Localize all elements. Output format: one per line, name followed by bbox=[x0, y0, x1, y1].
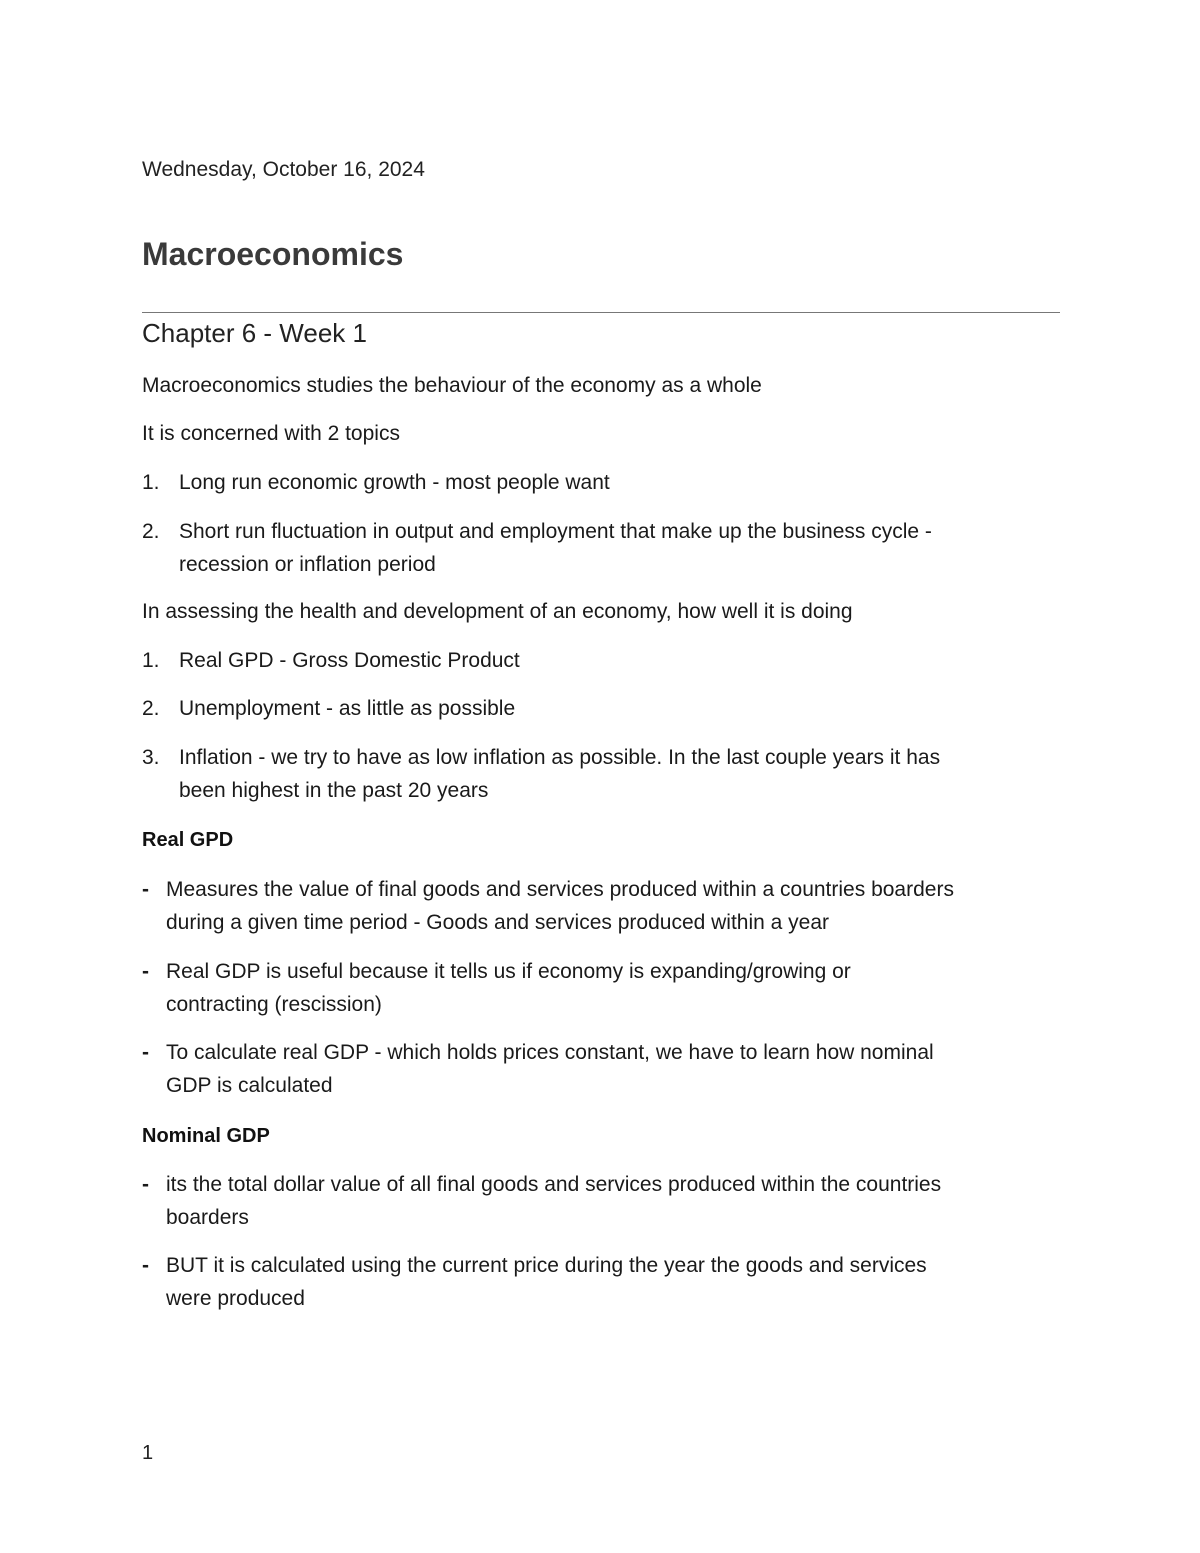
note-date: Wednesday, October 16, 2024 bbox=[142, 158, 425, 181]
list-item-line: been highest in the past 20 years bbox=[179, 779, 489, 802]
bullet-item bbox=[166, 1036, 1066, 1102]
list-item bbox=[179, 466, 1069, 499]
list-item-line: recession or inflation period bbox=[179, 553, 436, 576]
list-number: 2. bbox=[142, 697, 160, 720]
bullet-line: during a given time period - Goods and services produced within a year bbox=[166, 911, 830, 934]
intro-line: Macroeconomics studies the behaviour of the economy as a whole bbox=[142, 374, 762, 397]
bullet-line: GDP is calculated bbox=[166, 1074, 333, 1097]
page-number: 1 bbox=[142, 1442, 154, 1464]
bullet-line: Measures the value of final goods and services produced within a countries boarders bbox=[166, 878, 954, 901]
bullet-line: were produced bbox=[166, 1287, 305, 1310]
title-divider bbox=[142, 312, 1060, 313]
list-number: 1. bbox=[142, 471, 160, 494]
list-item-line: Short run fluctuation in output and employment that make up the business cycle - bbox=[179, 520, 932, 543]
list-item-line: Long run economic growth - most people want bbox=[179, 471, 610, 494]
bullet-line: contracting (rescission) bbox=[166, 993, 382, 1016]
chapter-heading: Chapter 6 - Week 1 bbox=[142, 318, 367, 348]
assessing-line: In assessing the health and development of an economy, how well it is doing bbox=[142, 600, 853, 623]
bullet-line: BUT it is calculated using the current price during the year the goods and services bbox=[166, 1254, 927, 1277]
section-heading-real-gpd: Real GPD bbox=[142, 829, 234, 851]
list-number: 3. bbox=[142, 746, 160, 769]
note-title: Macroeconomics bbox=[142, 236, 404, 272]
bullet-dash: - bbox=[142, 1041, 149, 1064]
bullet-dash: - bbox=[142, 960, 149, 983]
list-item-line: Real GPD - Gross Domestic Product bbox=[179, 649, 520, 672]
bullet-line: To calculate real GDP - which holds prices constant, we have to learn how nominal bbox=[166, 1041, 934, 1064]
bullet-item bbox=[166, 1168, 1066, 1234]
bullet-line: its the total dollar value of all final goods and services produced within the countries bbox=[166, 1173, 942, 1196]
bullet-line: Real GDP is useful because it tells us if economy is expanding/growing or bbox=[166, 960, 851, 983]
list-item bbox=[179, 741, 1069, 807]
list-item bbox=[179, 692, 1069, 725]
section-heading-nominal-gdp: Nominal GDP bbox=[142, 1125, 270, 1147]
list-item-line: Unemployment - as little as possible bbox=[179, 697, 516, 720]
list-number: 2. bbox=[142, 520, 160, 543]
bullet-line: boarders bbox=[166, 1206, 249, 1229]
bullet-dash: - bbox=[142, 1173, 149, 1196]
intro-line: It is concerned with 2 topics bbox=[142, 422, 400, 445]
list-number: 1. bbox=[142, 649, 160, 672]
bullet-dash: - bbox=[142, 878, 149, 901]
list-item-line: Inflation - we try to have as low inflation as possible. In the last couple years it has bbox=[179, 746, 941, 769]
bullet-item bbox=[166, 955, 1066, 1021]
bullet-dash: - bbox=[142, 1254, 149, 1277]
bullet-item bbox=[166, 873, 1066, 939]
bullet-item bbox=[166, 1249, 1066, 1315]
list-item bbox=[179, 515, 1069, 581]
list-item bbox=[179, 644, 1069, 677]
